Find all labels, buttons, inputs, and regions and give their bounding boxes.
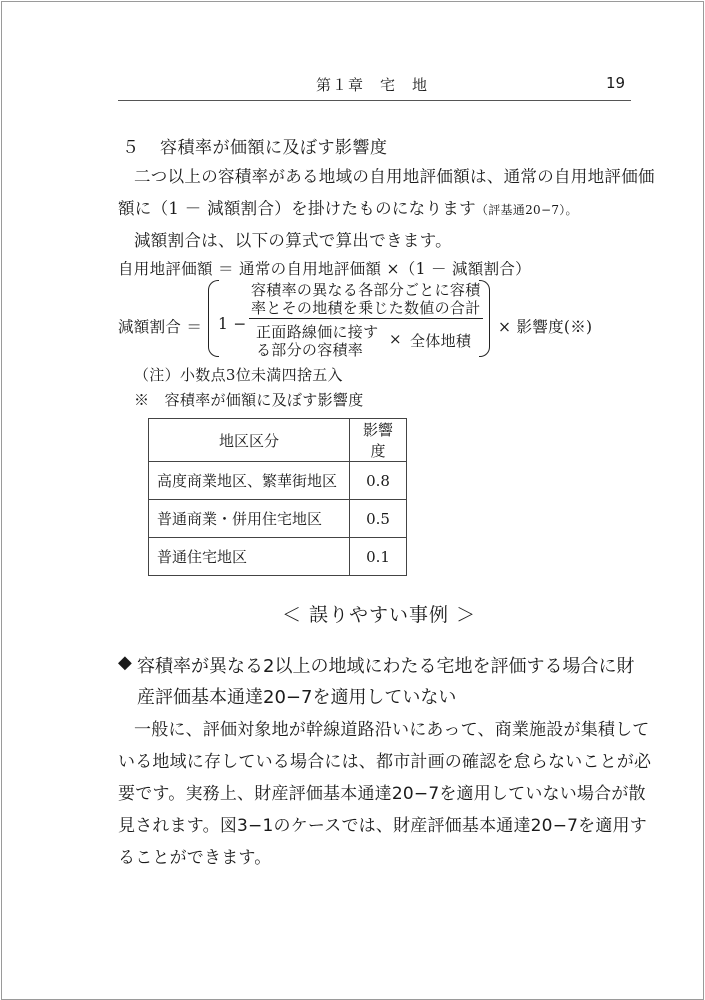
section-title: 容積率が価額に及ぼす影響度 — [160, 138, 388, 158]
influence-table — [148, 418, 407, 576]
bullet-heading-line-2: 産評価基本通達20−7を適用していない — [137, 687, 457, 708]
table-cell-district: 高度商業地区、繁華街地区 — [149, 462, 350, 500]
right-paren — [479, 280, 490, 357]
page-number: 19 — [606, 74, 626, 92]
bullet-heading-line-1: 容積率が異なる2以上の地域にわたる宅地を評価する場合に財 — [137, 656, 635, 677]
body-line-5: ることができます。 — [118, 848, 272, 868]
section-number: ５ — [122, 138, 141, 158]
table-row — [149, 538, 407, 576]
table-cell-influence: 0.1 — [350, 538, 407, 576]
table-header-influence: 影響度 — [350, 419, 407, 462]
denominator-part-2: 全体地積 — [410, 332, 472, 350]
header-rule — [118, 100, 631, 101]
table-header-row — [149, 419, 407, 462]
table-cell-district: 普通商業・併用住宅地区 — [149, 500, 350, 538]
paragraph-1-line-1: 二つ以上の容積率がある地域の自用地評価額は、通常の自用地評価価 — [134, 167, 655, 186]
body-line-2: いる地域に存している場合には、都市計画の確認を怠らないことが必 — [118, 752, 652, 772]
denominator-times: × — [389, 330, 402, 348]
one-minus: 1 − — [218, 315, 247, 333]
note-text: 小数点3位未満四捨五入 — [180, 366, 343, 384]
reference-note: （評基通20−7）。 — [475, 203, 578, 217]
numerator-line-2: 率とその地積を乗じた数値の合計 — [251, 299, 481, 317]
denominator-part-1-line-2: る部分の容積率 — [256, 341, 364, 359]
table-header-district: 地区区分 — [149, 419, 350, 462]
table-cell-district: 普通住宅地区 — [149, 538, 350, 576]
paragraph-1-text: 額に（1 － 減額割合）を掛けたものになります — [118, 199, 476, 218]
asterisk-note: ※ 容積率が価額に及ぼす影響度 — [134, 391, 364, 409]
denominator-part-1-line-1: 正面路線価に接す — [256, 323, 379, 341]
body-line-4: 見されます。図3−1のケースでは、財産評価基本通達20−7を適用す — [118, 816, 647, 836]
table-row — [149, 462, 407, 500]
chapter-header: 第１章 宅 地 — [316, 76, 429, 94]
table-cell-influence: 0.5 — [350, 500, 407, 538]
mistakes-heading: ＜ 誤りやすい事例 ＞ — [282, 604, 477, 626]
body-line-1: 一般に、評価対象地が幹線道路沿いにあって、商業施設が集積して — [134, 720, 650, 740]
times-influence: × 影響度(※) — [498, 318, 593, 336]
numerator-line-1: 容積率の異なる各部分ごとに容積 — [251, 281, 481, 299]
paragraph-2: 減額割合は、以下の算式で算出できます。 — [134, 231, 452, 250]
formula-lhs: 減額割合 ＝ — [118, 318, 203, 336]
note-label: （注） — [134, 366, 180, 384]
table-cell-influence: 0.8 — [350, 462, 407, 500]
formula-line-1: 自用地評価額 ＝ 通常の自用地評価額 ×（1 － 減額割合） — [118, 260, 531, 278]
body-line-3: 要です。実務上、財産評価基本通達20−7を適用していない場合が散 — [118, 784, 646, 804]
table-row — [149, 500, 407, 538]
paragraph-1-line-2 — [118, 195, 578, 219]
fraction-line — [249, 318, 483, 319]
bullet-symbol: ◆ — [118, 652, 132, 673]
